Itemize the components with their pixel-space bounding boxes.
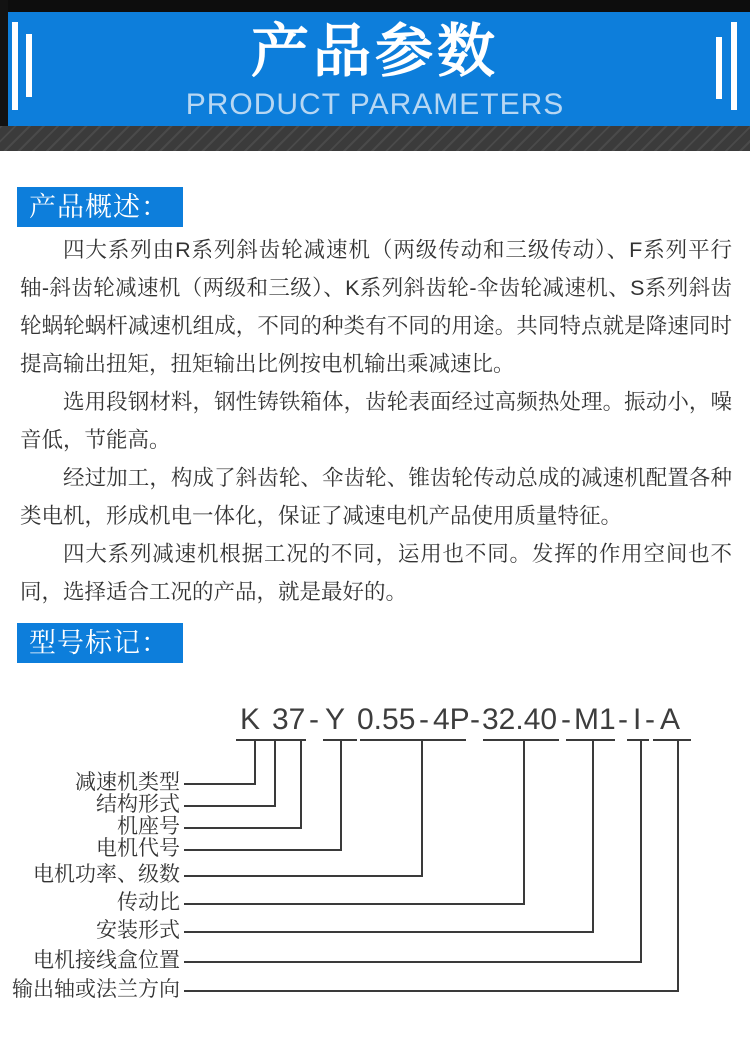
- model-code-segment: -: [470, 703, 480, 736]
- model-code-segment: 37: [272, 703, 306, 736]
- model-code-segment: A: [660, 703, 681, 736]
- top-black-bar: [0, 0, 750, 12]
- model-code-segment: -: [618, 703, 628, 736]
- overview-section-label: 产品概述：: [17, 187, 183, 227]
- model-code-segment: 4P: [433, 703, 470, 736]
- model-code-segment: -: [561, 703, 571, 736]
- diagram-label: 传动比: [117, 891, 180, 914]
- model-code-segment: K: [240, 703, 261, 736]
- diagram-connector-line: [184, 741, 679, 992]
- diagram-label: 安装形式: [96, 919, 180, 942]
- model-code-segment: M1: [574, 703, 616, 736]
- model-code-segment: 0.55: [357, 703, 416, 736]
- model-code-segment: 32.40: [482, 703, 558, 736]
- diagram-label: 输出轴或法兰方向: [12, 978, 180, 1001]
- diagram-label: 电机代号: [96, 837, 180, 860]
- diagram-label: 机座号: [117, 815, 180, 838]
- model-code-segment: -: [419, 703, 429, 736]
- model-code-segment: -: [309, 703, 319, 736]
- diagram-label: 减速机类型: [75, 771, 180, 794]
- model-section-label: 型号标记：: [17, 623, 183, 663]
- model-code-segment: -: [645, 703, 655, 736]
- page-subtitle: PRODUCT PARAMETERS: [185, 88, 565, 121]
- model-code-segment: Y: [325, 703, 346, 736]
- page-title: 产品参数: [250, 19, 499, 84]
- diagram-label: 电机接线盒位置: [33, 949, 180, 972]
- model-code-segment: I: [633, 703, 642, 736]
- diagram-label: 电机功率、级数: [33, 863, 180, 886]
- overview-paragraphs: [20, 231, 732, 611]
- header-banner: [0, 0, 750, 126]
- overview-paragraph: 四大系列由R系列斜齿轮减速机（两级传动和三级传动）、F系列平行轴-斜齿轮减速机（两级和三级）、K系列斜齿轮-伞齿轮减速机、S系列斜齿轮蜗轮蜗杆减速机组成，不同的种类有不同的用途。共同特点就是降速同时提高输出扭矩，扭矩输出比例按电机输出乘减速比。: [20, 238, 732, 376]
- overview-paragraph: 经过加工，构成了斜齿轮、伞齿轮、锥齿轮传动总成的减速机配置各种类电机，形成机电一体化，保证了减速电机产品使用质量特征。: [20, 466, 732, 528]
- hatched-divider: [0, 126, 750, 151]
- overview-paragraph: 选用段钢材料，钢性铸铁箱体，齿轮表面经过高频热处理。振动小，噪音低，节能高。: [20, 390, 732, 452]
- diagram-label: 结构形式: [96, 793, 180, 816]
- overview-paragraph: 四大系列减速机根据工况的不同，运用也不同。发挥的作用空间也不同，选择适合工况的产品，就是最好的。: [20, 542, 732, 604]
